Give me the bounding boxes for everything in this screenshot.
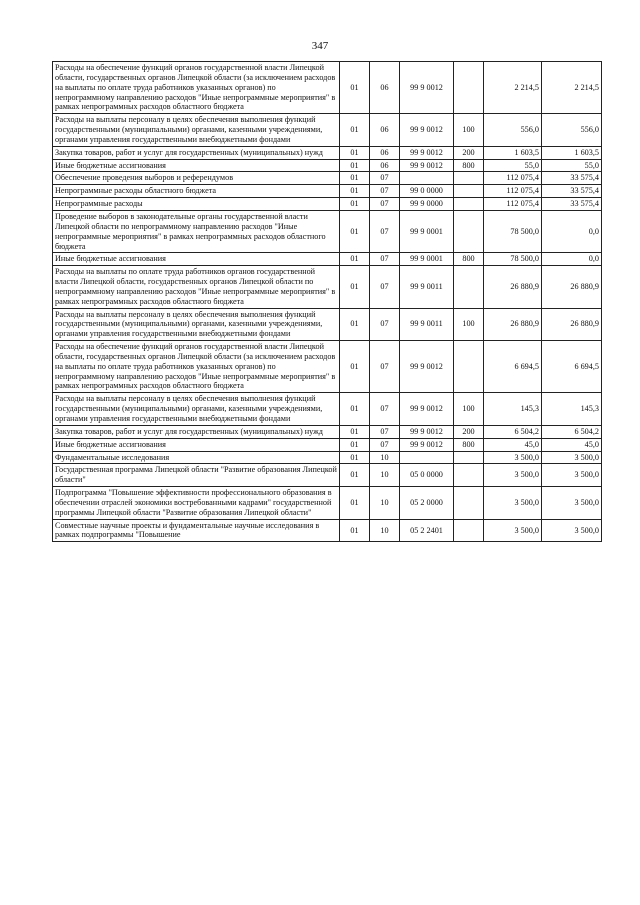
target-article-cell: 99 9 0011	[400, 308, 454, 341]
subsection-code-cell: 07	[370, 185, 400, 198]
subsection-code-cell: 10	[370, 464, 400, 487]
expense-type-cell: 100	[454, 308, 484, 341]
subsection-code-cell: 07	[370, 172, 400, 185]
amount-2-cell: 3 500,0	[542, 464, 602, 487]
amount-2-cell: 3 500,0	[542, 487, 602, 520]
amount-1-cell: 26 880,9	[484, 308, 542, 341]
subsection-code-cell: 07	[370, 425, 400, 438]
subsection-code-cell: 06	[370, 114, 400, 147]
item-name-cell: Подпрограмма "Повышение эффективности профессионального образования в обеспечении отраслей экономики востребованными кадрами" государственной программы Липецкой области "Развитие образования Липецкой области"	[53, 487, 340, 520]
section-code-cell: 01	[340, 114, 370, 147]
amount-1-cell: 6 694,5	[484, 341, 542, 393]
item-name-cell: Расходы на выплаты персоналу в целях обеспечения выполнения функций государственными (муниципальными) органами, казенными учреждениями, органами управления государственными внебюджетными фондами	[53, 114, 340, 147]
table-row	[53, 210, 602, 252]
expense-type-cell: 800	[454, 159, 484, 172]
subsection-code-cell: 07	[370, 198, 400, 211]
amount-2-cell: 3 500,0	[542, 519, 602, 542]
amount-1-cell: 112 075,4	[484, 185, 542, 198]
subsection-code-cell: 07	[370, 308, 400, 341]
table-row	[53, 519, 602, 542]
table-row	[53, 159, 602, 172]
amount-2-cell: 33 575,4	[542, 185, 602, 198]
section-code-cell: 01	[340, 266, 370, 308]
amount-1-cell: 145,3	[484, 393, 542, 426]
table-row	[53, 451, 602, 464]
section-code-cell: 01	[340, 146, 370, 159]
item-name-cell: Расходы на обеспечение функций органов государственной власти Липецкой области, государственных органов Липецкой области (за исключением расходов на выплаты по оплате труда работников указанных органов) по непрограммному направлению расходов "Иные непрограммные мероприятия" в рамках непрограммных расходов областного бюджета	[53, 341, 340, 393]
item-name-cell: Обеспечение проведения выборов и референдумов	[53, 172, 340, 185]
target-article-cell: 99 9 0012	[400, 159, 454, 172]
section-code-cell: 01	[340, 425, 370, 438]
amount-2-cell: 55,0	[542, 159, 602, 172]
target-article-cell: 99 9 0012	[400, 114, 454, 147]
table-row	[53, 62, 602, 114]
target-article-cell: 05 2 2401	[400, 519, 454, 542]
amount-1-cell: 26 880,9	[484, 266, 542, 308]
amount-1-cell: 112 075,4	[484, 172, 542, 185]
section-code-cell: 01	[340, 185, 370, 198]
table-row	[53, 487, 602, 520]
amount-1-cell: 78 500,0	[484, 253, 542, 266]
target-article-cell: 99 9 0011	[400, 266, 454, 308]
amount-2-cell: 556,0	[542, 114, 602, 147]
target-article-cell: 99 9 0012	[400, 438, 454, 451]
amount-1-cell: 112 075,4	[484, 198, 542, 211]
item-name-cell: Расходы на обеспечение функций органов государственной власти Липецкой области, государственных органов Липецкой области (за исключением расходов на выплаты по оплате труда работников указанных органов) по непрограммному направлению расходов "Иные непрограммные мероприятия" в рамках непрограммных расходов областного бюджета	[53, 62, 340, 114]
item-name-cell: Расходы на выплаты персоналу в целях обеспечения выполнения функций государственными (муниципальными) органами, казенными учреждениями, органами управления государственными внебюджетными фондами	[53, 393, 340, 426]
expense-type-cell	[454, 266, 484, 308]
table-row	[53, 253, 602, 266]
target-article-cell	[400, 172, 454, 185]
section-code-cell: 01	[340, 198, 370, 211]
subsection-code-cell: 06	[370, 159, 400, 172]
section-code-cell: 01	[340, 487, 370, 520]
amount-2-cell: 3 500,0	[542, 451, 602, 464]
section-code-cell: 01	[340, 341, 370, 393]
item-name-cell: Иные бюджетные ассигнования	[53, 253, 340, 266]
amount-2-cell: 33 575,4	[542, 198, 602, 211]
target-article-cell: 99 9 0012	[400, 62, 454, 114]
subsection-code-cell: 10	[370, 451, 400, 464]
expense-type-cell: 100	[454, 114, 484, 147]
item-name-cell: Расходы на выплаты персоналу в целях обеспечения выполнения функций государственными (муниципальными) органами, казенными учреждениями, органами управления государственными внебюджетными фондами	[53, 308, 340, 341]
amount-1-cell: 3 500,0	[484, 464, 542, 487]
item-name-cell: Фундаментальные исследования	[53, 451, 340, 464]
subsection-code-cell: 07	[370, 393, 400, 426]
section-code-cell: 01	[340, 393, 370, 426]
section-code-cell: 01	[340, 172, 370, 185]
item-name-cell: Непрограммные расходы	[53, 198, 340, 211]
target-article-cell: 99 9 0012	[400, 425, 454, 438]
amount-1-cell: 1 603,5	[484, 146, 542, 159]
table-row	[53, 438, 602, 451]
section-code-cell: 01	[340, 62, 370, 114]
table-row	[53, 172, 602, 185]
target-article-cell: 99 9 0000	[400, 198, 454, 211]
expense-type-cell	[454, 341, 484, 393]
section-code-cell: 01	[340, 210, 370, 252]
target-article-cell: 99 0 0000	[400, 185, 454, 198]
amount-2-cell: 1 603,5	[542, 146, 602, 159]
item-name-cell: Расходы на выплаты по оплате труда работников органов государственной власти Липецкой области, государственных органов Липецкой области по непрограммному направлению расходов "Иные непрограммные мероприятия" в рамках непрограммных расходов областного бюджета	[53, 266, 340, 308]
section-code-cell: 01	[340, 159, 370, 172]
amount-2-cell: 6 504,2	[542, 425, 602, 438]
amount-1-cell: 45,0	[484, 438, 542, 451]
subsection-code-cell: 07	[370, 266, 400, 308]
target-article-cell: 99 9 0001	[400, 210, 454, 252]
subsection-code-cell: 06	[370, 62, 400, 114]
item-name-cell: Иные бюджетные ассигнования	[53, 438, 340, 451]
section-code-cell: 01	[340, 253, 370, 266]
item-name-cell: Проведение выборов в законодательные органы государственной власти Липецкой области по непрограммному направлению расходов "Иные непрограммные мероприятия" в рамках непрограммных расходов областного бюджета	[53, 210, 340, 252]
budget-table-body	[53, 62, 602, 542]
amount-2-cell: 33 575,4	[542, 172, 602, 185]
expense-type-cell: 200	[454, 146, 484, 159]
expense-type-cell: 800	[454, 253, 484, 266]
target-article-cell: 99 9 0012	[400, 146, 454, 159]
subsection-code-cell: 10	[370, 487, 400, 520]
page-number: 347	[311, 40, 329, 52]
expense-type-cell: 200	[454, 425, 484, 438]
expense-type-cell	[454, 185, 484, 198]
table-row	[53, 198, 602, 211]
table-row	[53, 146, 602, 159]
target-article-cell: 99 9 0012	[400, 341, 454, 393]
subsection-code-cell: 07	[370, 438, 400, 451]
table-row	[53, 425, 602, 438]
table-row	[53, 185, 602, 198]
amount-2-cell: 2 214,5	[542, 62, 602, 114]
amount-2-cell: 145,3	[542, 393, 602, 426]
table-row	[53, 393, 602, 426]
amount-1-cell: 3 500,0	[484, 487, 542, 520]
amount-2-cell: 6 694,5	[542, 341, 602, 393]
section-code-cell: 01	[340, 308, 370, 341]
item-name-cell: Совместные научные проекты и фундаментальные научные исследования в рамках подпрограммы "Повышение	[53, 519, 340, 542]
target-article-cell: 99 9 0001	[400, 253, 454, 266]
table-row	[53, 308, 602, 341]
section-code-cell: 01	[340, 451, 370, 464]
expense-type-cell	[454, 464, 484, 487]
amount-2-cell: 26 880,9	[542, 308, 602, 341]
amount-1-cell: 55,0	[484, 159, 542, 172]
item-name-cell: Закупка товаров, работ и услуг для государственных (муниципальных) нужд	[53, 146, 340, 159]
item-name-cell: Непрограммные расходы областного бюджета	[53, 185, 340, 198]
expense-type-cell	[454, 62, 484, 114]
expense-type-cell	[454, 519, 484, 542]
expense-type-cell: 800	[454, 438, 484, 451]
amount-1-cell: 3 500,0	[484, 519, 542, 542]
amount-1-cell: 2 214,5	[484, 62, 542, 114]
subsection-code-cell: 06	[370, 146, 400, 159]
amount-2-cell: 0,0	[542, 253, 602, 266]
amount-1-cell: 3 500,0	[484, 451, 542, 464]
amount-2-cell: 26 880,9	[542, 266, 602, 308]
target-article-cell	[400, 451, 454, 464]
amount-2-cell: 45,0	[542, 438, 602, 451]
subsection-code-cell: 10	[370, 519, 400, 542]
amount-1-cell: 6 504,2	[484, 425, 542, 438]
expense-type-cell	[454, 198, 484, 211]
target-article-cell: 05 2 0000	[400, 487, 454, 520]
table-row	[53, 341, 602, 393]
amount-1-cell: 556,0	[484, 114, 542, 147]
section-code-cell: 01	[340, 519, 370, 542]
subsection-code-cell: 07	[370, 210, 400, 252]
expense-type-cell	[454, 172, 484, 185]
section-code-cell: 01	[340, 438, 370, 451]
expense-type-cell	[454, 487, 484, 520]
table-row	[53, 266, 602, 308]
item-name-cell: Государственная программа Липецкой области "Развитие образования Липецкой области"	[53, 464, 340, 487]
budget-table	[52, 61, 602, 542]
target-article-cell: 99 9 0012	[400, 393, 454, 426]
subsection-code-cell: 07	[370, 341, 400, 393]
amount-2-cell: 0,0	[542, 210, 602, 252]
table-row	[53, 464, 602, 487]
section-code-cell: 01	[340, 464, 370, 487]
target-article-cell: 05 0 0000	[400, 464, 454, 487]
expense-type-cell: 100	[454, 393, 484, 426]
expense-type-cell	[454, 451, 484, 464]
item-name-cell: Закупка товаров, работ и услуг для государственных (муниципальных) нужд	[53, 425, 340, 438]
table-row	[53, 114, 602, 147]
expense-type-cell	[454, 210, 484, 252]
amount-1-cell: 78 500,0	[484, 210, 542, 252]
item-name-cell: Иные бюджетные ассигнования	[53, 159, 340, 172]
subsection-code-cell: 07	[370, 253, 400, 266]
